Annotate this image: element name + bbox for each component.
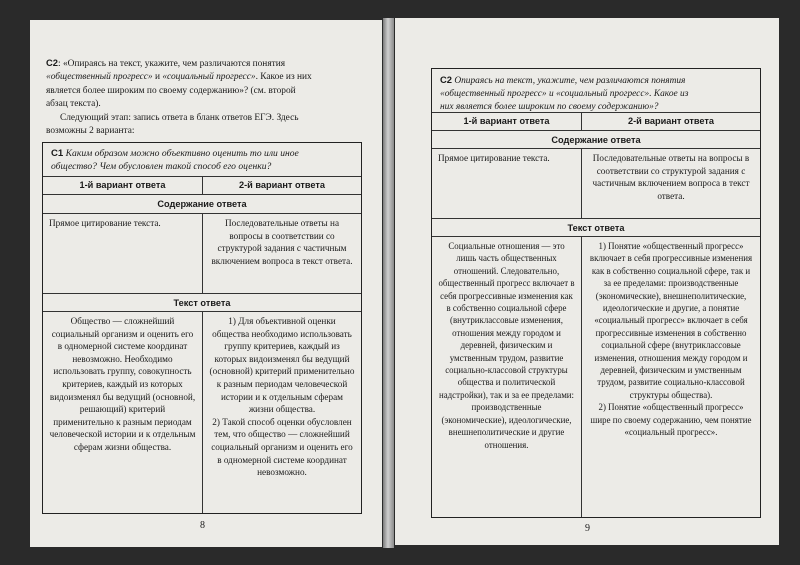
right-variant-2-header: 2-й вариант ответа: [628, 116, 714, 127]
question-line-2: общество? Чем обусловлен такой способ его оценки?: [51, 161, 272, 172]
right-text-right-point-1: 1) Понятие «общественный прогресс» включает в себя прогрессивные изменения как в собственно социальной сфере, так и за ее пределами: производственные (экономические), внешнеполитические, идеологические и другие, а понятие «социальный прогресс» включает в себя прогрессивные изменения в собственно социальной сфере (внутриклассовые изменения, отношения между городом и деревней, физическим и умственным трудом, развитие социально-классовой структуры общества).: [589, 241, 753, 400]
intro-rest: . Какое из них: [255, 72, 312, 83]
right-question: [432, 69, 760, 113]
book-spine: [383, 18, 394, 548]
content-right: Последовательные ответы на вопросы в соответствии со структурой задания с частичным включением вопроса в текст ответа.: [211, 218, 353, 266]
right-content-left: Прямое цитирование текста.: [432, 149, 582, 218]
right-content-right: Последовательные ответы на вопросы в соответствии со структурой задания с частичным включением вопроса в текст ответа.: [592, 153, 750, 201]
right-question-line-3: них является более широким по своему содержанию»?: [440, 102, 659, 112]
content-row: [43, 214, 361, 294]
right-question-line-2: «общественный прогресс» и «социальный прогресс». Какое из: [440, 89, 689, 99]
page-number-left: 8: [200, 520, 205, 531]
right-content-row: [432, 149, 760, 219]
question-code: С1: [51, 148, 64, 159]
right-text-row: [432, 237, 760, 517]
question-line-1: Каким образом можно объективно оценить то или иное: [65, 148, 299, 159]
content-left: Прямое цитирование текста.: [43, 214, 203, 293]
right-question-line-1: Опираясь на текст, укажите, чем различаются понятия: [454, 76, 686, 86]
variant-header-row: [43, 177, 361, 195]
left-intro: [46, 56, 366, 138]
right-variant-header-row: [432, 113, 760, 131]
text-right-point-1: 1) Для объективной оценки общества необходимо использовать группу критериев, каждый из которых видоизменял бы ведущий (основной) критерий применительно к разным периодам человеческой истории и к отдельным сферам жизни общества.: [209, 316, 355, 415]
right-variant-1-header: 1-й вариант ответа: [432, 113, 582, 130]
right-page: [395, 18, 779, 545]
term-general-progress: «общественный прогресс»: [46, 72, 153, 83]
intro-task: «Опираясь на текст, укажите, чем различаются понятия: [62, 59, 286, 69]
term-social-progress: «социальный прогресс»: [162, 72, 256, 83]
left-page: [30, 20, 382, 547]
text-row: [43, 312, 361, 513]
right-answer-table: [431, 68, 761, 518]
text-caption: Текст ответа: [43, 294, 361, 312]
right-text-left: Социальные отношения — это лишь часть общественных отношений. Следовательно, общественный прогресс включает в себя прогрессивные изменения как в собственно социальной сфере (внутриклассовые изменения, отношения между городом и деревней, физическим и умственным трудом, развитие социально-классовой структуры общества и политической надстройки), так и за ее пределами: производственные (экономические), идеологические, внешнеполитические и другие отношения.: [432, 237, 582, 517]
right-text-caption: Текст ответа: [432, 219, 760, 237]
text-right: [203, 312, 361, 513]
intro-line-5: Следующий этап: запись ответа в бланк ответов ЕГЭ. Здесь: [60, 112, 299, 123]
right-text-right-point-2: 2) Понятие «общественный прогресс» шире по своему содержанию, чем понятие «социальный прогресс».: [590, 402, 752, 438]
right-question-code: С2: [440, 74, 452, 85]
intro-code: С2: [46, 57, 58, 68]
text-left: Общество — сложнейший социальный организм и оценить его в одномерной системе координат невозможно. Необходимо использовать группу, совокупность критериев, каждый из которых видоизменял бы ведущий (основной, решающий) критерий применительно к разным периодам человеческой истории и к отдельным сферам жизни общества.: [43, 312, 203, 513]
intro-line-6: возможны 2 варианта:: [46, 126, 135, 137]
variant-1-header: 1-й вариант ответа: [43, 177, 203, 194]
right-content-caption: Содержание ответа: [432, 131, 760, 149]
text-right-point-2: 2) Такой способ оценки обусловлен тем, что общество — сложнейший социальный организм и оценить его в одномерной системе координат невозможно.: [211, 416, 353, 478]
page-number-right: 9: [585, 523, 590, 534]
intro-line-3: является более широким по своему содержанию»? (см. второй: [46, 85, 296, 96]
left-answer-table: [42, 142, 362, 514]
intro-line-2: [46, 71, 366, 84]
intro-conj: и: [152, 72, 163, 83]
variant-2-header: 2-й вариант ответа: [239, 180, 325, 191]
content-caption: Содержание ответа: [43, 195, 361, 214]
intro-line-1: С2: «Опираясь на текст, укажите, чем различаются понятия: [46, 57, 286, 69]
table-question: [43, 143, 361, 177]
intro-line-4: абзац текста).: [46, 99, 101, 110]
right-text-right: [582, 237, 760, 517]
